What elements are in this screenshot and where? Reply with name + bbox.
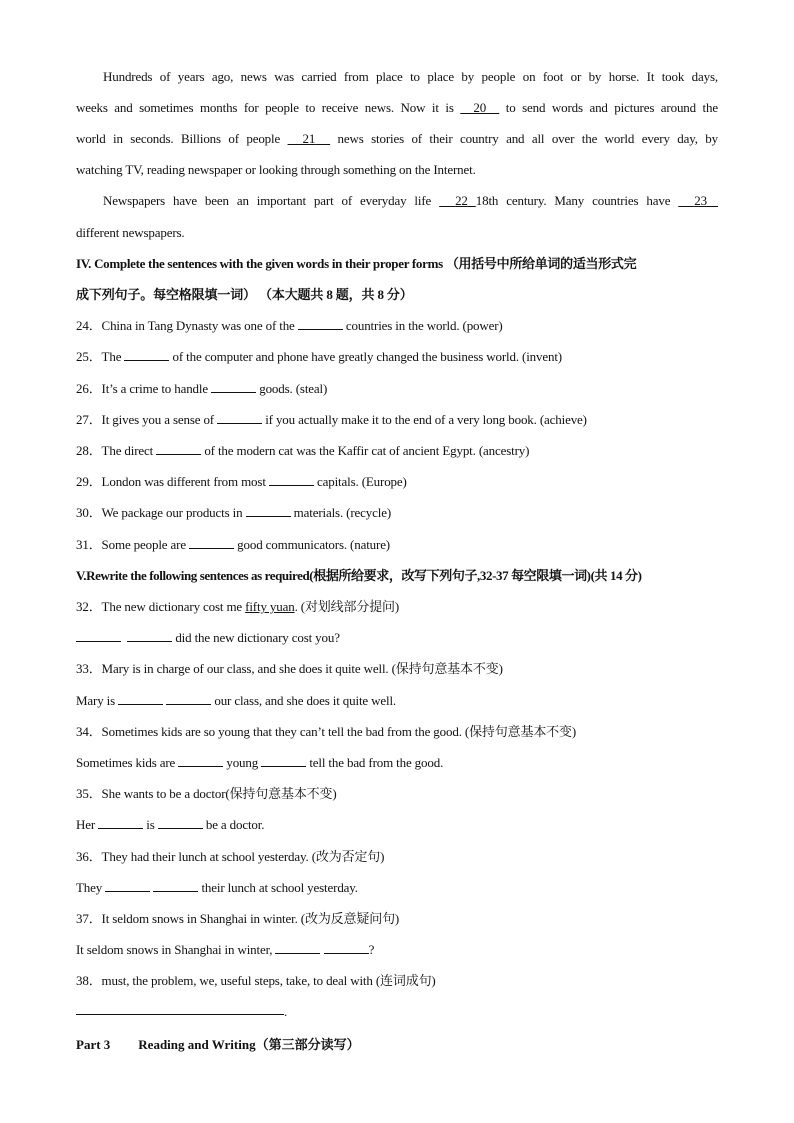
passage-line	[76, 161, 718, 179]
passage-line	[103, 68, 718, 86]
question-30: 30．We package our products in materials. (recycle)	[76, 505, 391, 520]
answer-35: Her is be a doctor.	[76, 817, 265, 832]
question-36: 36．They had their lunch at school yesterday. (改为否定句)	[76, 849, 385, 864]
answer-38-period: .	[284, 1004, 288, 1019]
blank-23[interactable]: 23	[694, 193, 707, 208]
question-37: 37．It seldom snows in Shanghai in winter. (改为反意疑问句)	[76, 911, 400, 926]
answer-blank[interactable]	[156, 442, 201, 455]
question-35: 35．She wants to be a doctor(保持句意基本不变)	[76, 786, 337, 801]
passage-line	[76, 99, 718, 117]
part-label: Part 3	[76, 1037, 111, 1052]
answer-blank[interactable]	[124, 348, 169, 361]
part3-heading	[76, 1034, 360, 1053]
answer-blank[interactable]	[324, 941, 369, 954]
passage-line	[76, 224, 718, 242]
answer-blank[interactable]	[298, 317, 343, 330]
passage-line	[103, 192, 718, 210]
passage-text: to send words and pictures around the	[505, 100, 718, 115]
answer-38-line[interactable]	[76, 1014, 284, 1015]
answer-blank[interactable]	[118, 692, 163, 705]
question-29: 29．London was different from most capitals. (Europe)	[76, 474, 407, 489]
passage-line	[76, 130, 718, 148]
underlined-part: fifty yuan	[245, 599, 295, 614]
question-27: 27．It gives you a sense of if you actually make it to the end of a very long book. (achieve)	[76, 412, 587, 427]
passage-text: world in seconds. Billions of people	[76, 131, 281, 146]
answer-36: They their lunch at school yesterday.	[76, 880, 358, 895]
answer-blank[interactable]	[105, 879, 150, 892]
answer-blank[interactable]	[217, 411, 262, 424]
passage-text: weeks and sometimes months for people to receive news. Now it is	[76, 100, 454, 115]
part-title: Reading and Writing（第三部分读写）	[138, 1037, 360, 1052]
question-31: 31．Some people are good communicators. (nature)	[76, 537, 390, 552]
answer-33: Mary is our class, and she does it quite well.	[76, 693, 397, 708]
answer-blank[interactable]	[189, 536, 234, 549]
section4-heading: IV. Complete the sentences with the given words in their proper forms （用括号中所给单词的适当形式完	[76, 256, 637, 271]
answer-37: It seldom snows in Shanghai in winter, ?	[76, 942, 375, 957]
passage-text: 18th century. Many countries have	[475, 193, 671, 208]
question-28: 28．The direct of the modern cat was the Kaffir cat of ancient Egypt. (ancestry)	[76, 443, 530, 458]
answer-blank[interactable]	[98, 816, 143, 829]
blank-20[interactable]: 20	[473, 100, 487, 115]
answer-blank[interactable]	[246, 504, 291, 517]
passage-text: Hundreds of years ago, news was carried from place to place by people on foot or by horse. It took days,	[103, 69, 718, 84]
section4-heading: 成下列句子。每空格限填一词） （本大题共 8 题，共 8 分）	[76, 287, 413, 302]
answer-34: Sometimes kids are young tell the bad from the good.	[76, 755, 444, 770]
passage-text: watching TV, reading newspaper or looking through something on the Internet.	[76, 162, 476, 177]
question-33: 33．Mary is in charge of our class, and she does it quite well. (保持句意基本不变)	[76, 661, 503, 676]
answer-blank[interactable]	[76, 629, 121, 642]
blank-22[interactable]: 22	[455, 193, 468, 208]
answer-blank[interactable]	[261, 754, 306, 767]
passage-text: different newspapers.	[76, 225, 185, 240]
answer-blank[interactable]	[269, 473, 314, 486]
answer-blank[interactable]	[127, 629, 172, 642]
answer-blank[interactable]	[158, 816, 203, 829]
answer-blank[interactable]	[211, 380, 256, 393]
question-32: 32．The new dictionary cost me fifty yuan. (对划线部分提问)	[76, 599, 400, 614]
answer-blank[interactable]	[166, 692, 211, 705]
question-26: 26．It’s a crime to handle goods. (steal)	[76, 381, 328, 396]
question-25: 25．The of the computer and phone have greatly changed the business world. (invent)	[76, 349, 562, 364]
answer-blank[interactable]	[178, 754, 223, 767]
answer-blank[interactable]	[153, 879, 198, 892]
passage-text: Newspapers have been an important part of everyday life	[103, 193, 432, 208]
answer-blank[interactable]	[275, 941, 320, 954]
answer-32: did the new dictionary cost you?	[76, 629, 718, 647]
question-38: 38．must, the problem, we, useful steps, take, to deal with (连词成句)	[76, 973, 436, 988]
question-24: 24．China in Tang Dynasty was one of the countries in the world. (power)	[76, 318, 503, 333]
blank-21[interactable]: 21	[302, 131, 316, 146]
passage-text: news stories of their country and all over the world every day, by	[337, 131, 718, 146]
section5-heading: V.Rewrite the following sentences as required(根据所给要求，改写下列句子,32-37 每空限填一词)(共 14 分)	[76, 568, 642, 583]
question-34: 34．Sometimes kids are so young that they can’t tell the bad from the good. (保持句意基本不变)	[76, 724, 577, 739]
